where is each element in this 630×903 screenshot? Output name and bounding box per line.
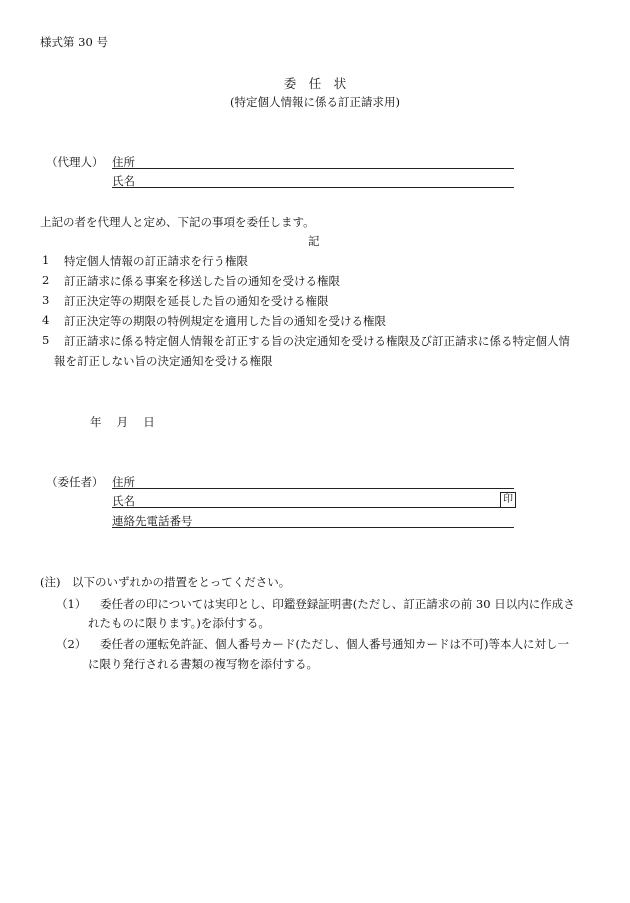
form-number: 様式第 30 号 xyxy=(40,35,108,49)
list-item: 訂正請求に係る特定個人情報を訂正する旨の決定通知を受ける権限及び訂正請求に係る特定個人情 xyxy=(64,334,570,348)
note-text: 委任者の印については実印とし、印鑑登録証明書(ただし、訂正請求の前 30 日以内に作成さ xyxy=(100,597,575,611)
principal-phone-label: 連絡先電話番号 xyxy=(112,514,193,528)
agent-name-line[interactable] xyxy=(112,187,514,188)
principal-name-label: 氏名 xyxy=(112,494,135,508)
list-item-num: 4 xyxy=(42,313,50,327)
agent-name-label: 氏名 xyxy=(112,174,135,188)
date-field[interactable]: 年 月 日 xyxy=(90,415,155,429)
list-item-num: 5 xyxy=(42,333,50,347)
principal-name-line[interactable] xyxy=(112,507,514,508)
agent-label: （代理人） xyxy=(46,155,104,169)
principal-label: （委任者） xyxy=(46,475,104,489)
agent-address-line[interactable] xyxy=(112,168,514,169)
list-item: 訂正決定等の期限の特例規定を適用した旨の通知を受ける権限 xyxy=(64,314,386,328)
seal-box: 印 xyxy=(500,492,516,508)
principal-address-line[interactable] xyxy=(112,488,514,489)
delegation-text: 上記の者を代理人と定め、下記の事項を委任します。 xyxy=(40,215,315,229)
list-item: 訂正決定等の期限を延長した旨の通知を受ける権限 xyxy=(64,294,329,308)
document-subtitle: (特定個人情報に係る訂正請求用) xyxy=(230,95,400,109)
note-text: 委任者の運転免許証、個人番号カード(ただし、個人番号通知カードは不可)等本人に対し一 xyxy=(100,637,569,651)
notes-heading: (注) 以下のいずれかの措置をとってください。 xyxy=(40,575,291,589)
list-item-num: 2 xyxy=(42,273,50,287)
note-text-continuation: に限り発行される書類の複写物を添付する。 xyxy=(88,657,318,671)
principal-phone-line[interactable] xyxy=(112,527,514,528)
note-num: （2） xyxy=(56,637,87,651)
list-item-num: 1 xyxy=(42,253,50,267)
list-item: 訂正請求に係る事案を移送した旨の通知を受ける権限 xyxy=(64,274,340,288)
document-title: 委 任 状 xyxy=(283,76,347,91)
note-text-continuation: れたものに限ります。)を添付する。 xyxy=(88,616,270,630)
list-item: 特定個人情報の訂正請求を行う権限 xyxy=(64,254,248,268)
note-num: （1） xyxy=(56,597,87,611)
agent-address-label: 住所 xyxy=(112,155,135,169)
list-item-num: 3 xyxy=(42,293,50,307)
ki-mark: 記 xyxy=(308,234,320,248)
list-item-continuation: 報を訂正しない旨の決定通知を受ける権限 xyxy=(54,354,273,368)
principal-address-label: 住所 xyxy=(112,475,135,489)
